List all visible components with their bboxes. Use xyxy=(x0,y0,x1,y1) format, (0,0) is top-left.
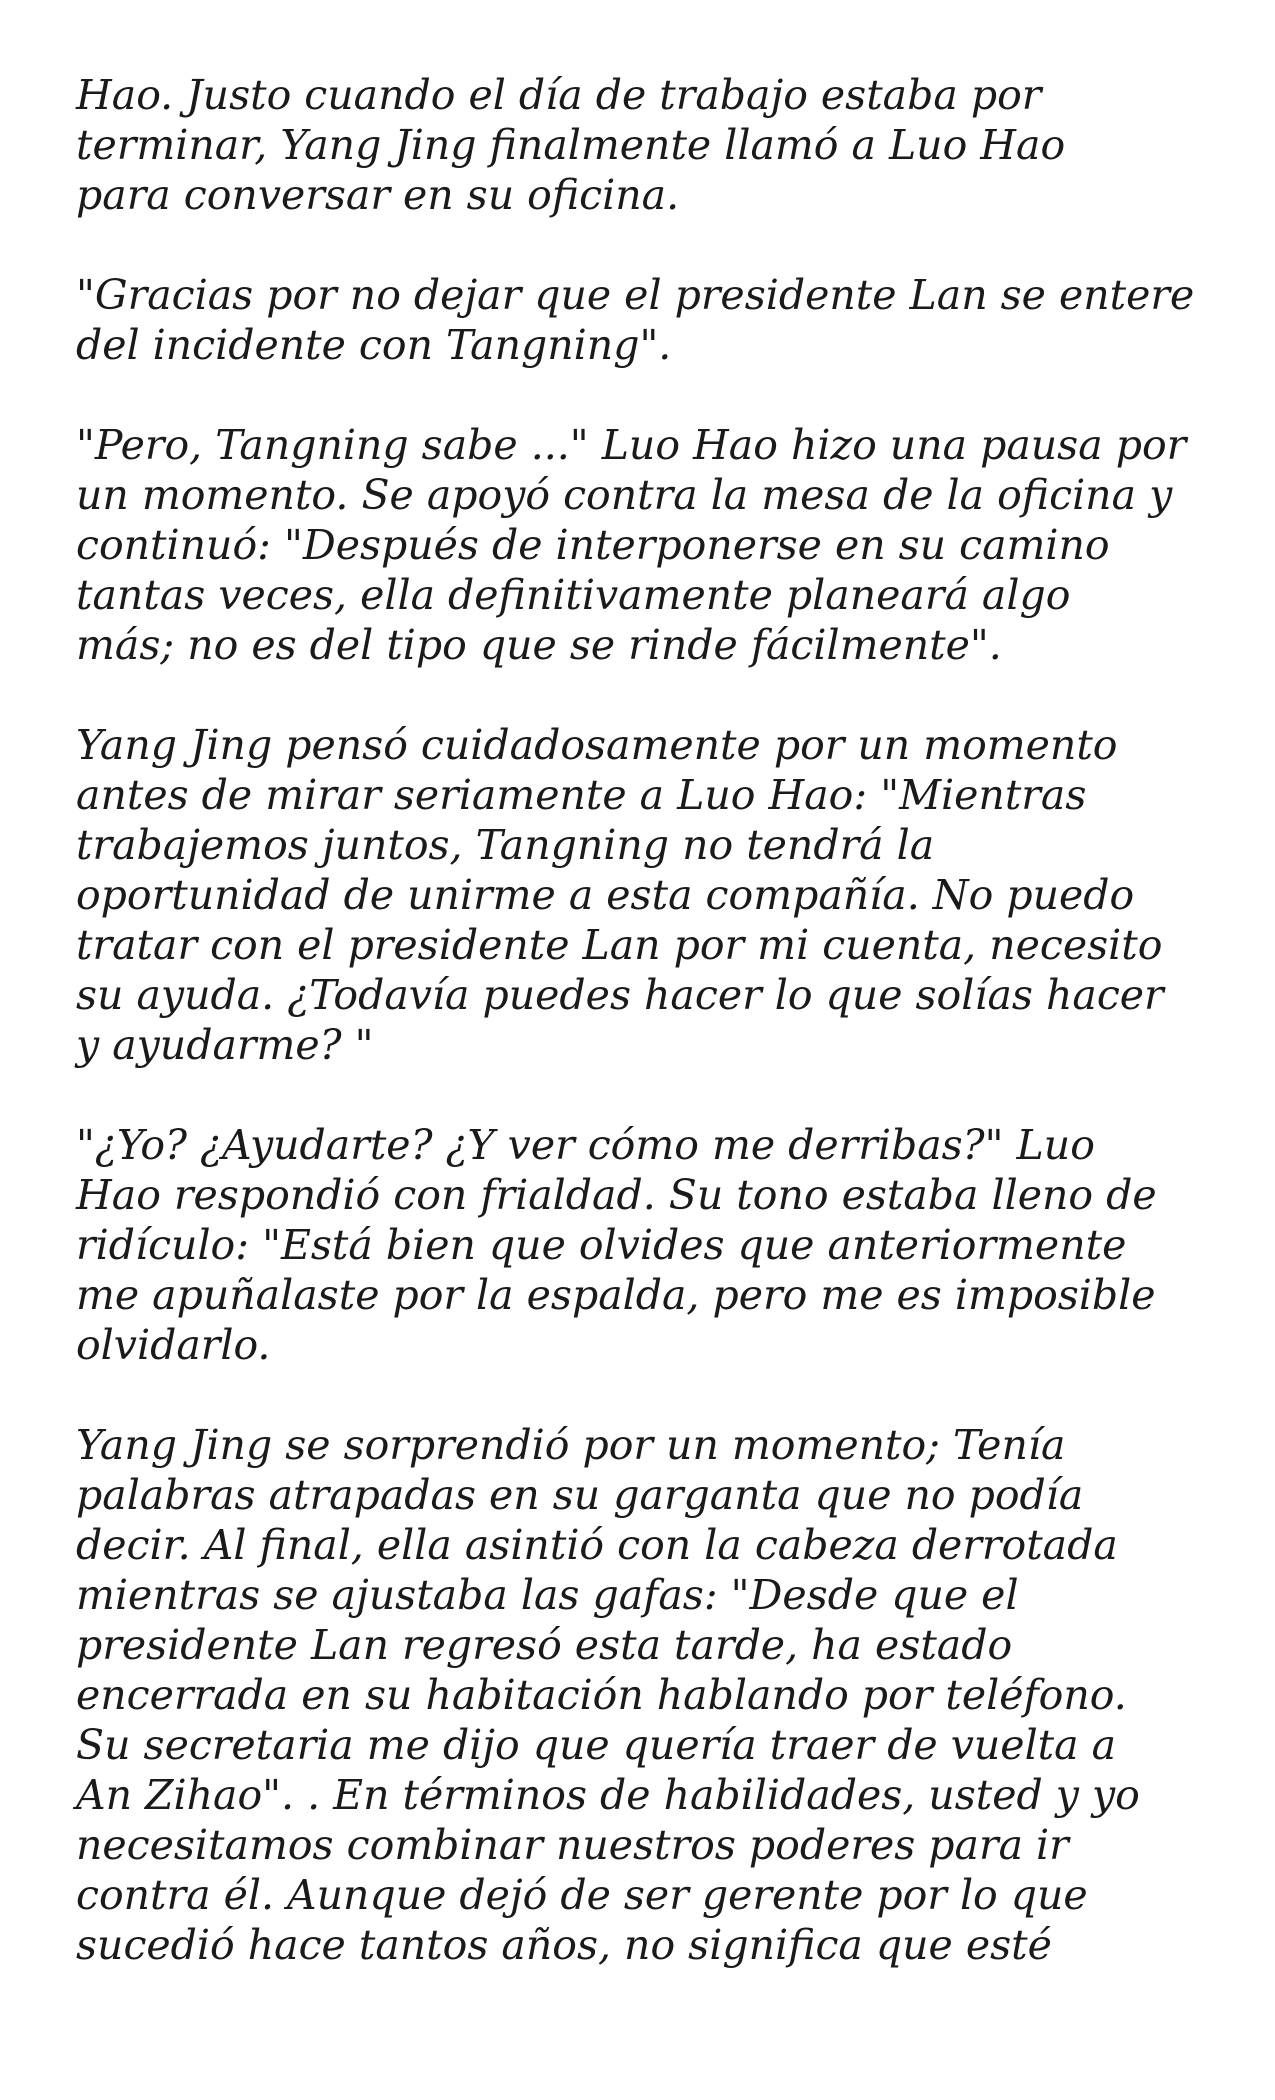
text-line: tantas veces, ella definitivamente planeará algo xyxy=(76,571,1071,619)
text-line: Yang Jing pensó cuidadosamente por un momento xyxy=(76,721,1118,769)
text-line: Hao respondió con frialdad. Su tono estaba lleno de xyxy=(76,1171,1157,1219)
text-line: antes de mirar seriamente a Luo Hao: "Mientras xyxy=(76,771,1087,819)
paragraph xyxy=(76,720,1215,1070)
text-line: "¿Yo? ¿Ayudarte? ¿Y ver cómo me derribas?" Luo xyxy=(76,1121,1095,1169)
text-line: trabajemos juntos, Tangning no tendrá la xyxy=(76,821,935,869)
text-line: su ayuda. ¿Todavía puedes hacer lo que solías hacer xyxy=(76,971,1164,1019)
text-line: un momento. Se apoyó contra la mesa de la oficina y xyxy=(76,471,1173,519)
text-line: necesitamos combinar nuestros poderes para ir xyxy=(76,1821,1069,1869)
text-line: decir. Al final, ella asintió con la cabeza derrotada xyxy=(76,1521,1118,1569)
text-line: para conversar en su oficina. xyxy=(76,171,680,219)
text-line: palabras atrapadas en su garganta que no podía xyxy=(76,1471,1084,1519)
text-line: olvidarlo. xyxy=(76,1321,271,1369)
text-line: Yang Jing se sorprendió por un momento; Tenía xyxy=(76,1421,1066,1469)
text-line: mientras se ajustaba las gafas: "Desde que el xyxy=(76,1571,1019,1619)
text-line: presidente Lan regresó esta tarde, ha estado xyxy=(76,1621,1013,1669)
paragraph xyxy=(76,1120,1215,1370)
story-text xyxy=(76,70,1215,1970)
text-line: "Gracias por no dejar que el presidente Lan se entere xyxy=(76,271,1195,319)
text-line: Su secretaria me dijo que quería traer de vuelta a xyxy=(76,1721,1117,1769)
text-line: me apuñalaste por la espalda, pero me es imposible xyxy=(76,1271,1156,1319)
text-line: más; no es del tipo que se rinde fácilmente". xyxy=(76,621,1002,669)
paragraph xyxy=(76,70,1215,220)
text-line: continuó: "Después de interponerse en su camino xyxy=(76,521,1110,569)
text-line: y ayudarme? " xyxy=(76,1021,374,1069)
paragraph xyxy=(76,270,1215,370)
text-line: terminar, Yang Jing finalmente llamó a Luo Hao xyxy=(76,121,1066,169)
paragraph xyxy=(76,420,1215,670)
text-line: tratar con el presidente Lan por mi cuenta, necesito xyxy=(76,921,1163,969)
text-line: del incidente con Tangning". xyxy=(76,321,672,369)
text-line: encerrada en su habitación hablando por teléfono. xyxy=(76,1671,1127,1719)
text-line: contra él. Aunque dejó de ser gerente por lo que xyxy=(76,1871,1088,1919)
text-line: ridículo: "Está bien que olvides que anteriormente xyxy=(76,1221,1127,1269)
paragraph xyxy=(76,1420,1215,1970)
text-line: "Pero, Tangning sabe ..." Luo Hao hizo una pausa por xyxy=(76,421,1187,469)
text-line: oportunidad de unirme a esta compañía. No puedo xyxy=(76,871,1135,919)
text-line: Hao. Justo cuando el día de trabajo estaba por xyxy=(76,71,1042,119)
text-line: An Zihao". . En términos de habilidades, usted y yo xyxy=(76,1771,1140,1819)
text-line: sucedió hace tantos años, no significa que esté xyxy=(76,1921,1052,1969)
